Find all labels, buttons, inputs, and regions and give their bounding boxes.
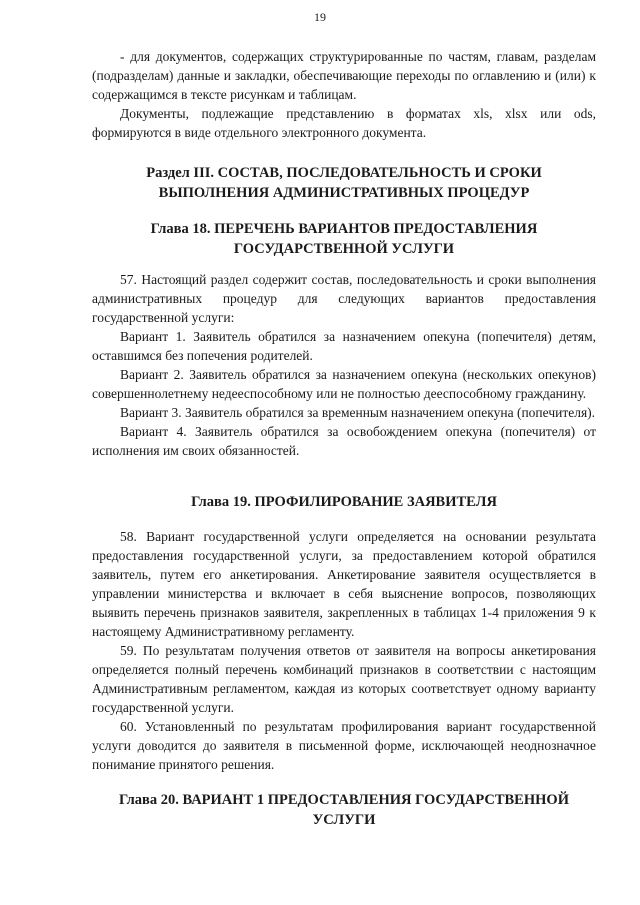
- paragraph: - для документов, содержащих структурированные по частям, главам, разделам (подразделам) данные и закладки, обеспечивающие переходы по оглавлению и (или) к содержащимся в тексте рисункам и таблицам.: [92, 49, 596, 102]
- section-3-title: Раздел III. СОСТАВ, ПОСЛЕДОВАТЕЛЬНОСТЬ И СРОКИ ВЫПОЛНЕНИЯ АДМИНИСТРАТИВНЫХ ПРОЦЕДУР: [146, 165, 542, 201]
- section-heading: [92, 163, 596, 203]
- paragraph: Вариант 4. Заявитель обратился за освобождением опекуна (попечителя) от исполнения им своих обязанностей.: [92, 424, 596, 458]
- paragraph: 60. Установленный по результатам профилирования вариант государственной услуги доводится до заявителя в письменной форме, исключающей неоднозначное понимание принятого решения.: [92, 719, 596, 772]
- chapter-18-title: Глава 18. ПЕРЕЧЕНЬ ВАРИАНТОВ ПРЕДОСТАВЛЕНИЯ ГОСУДАРСТВЕННОЙ УСЛУГИ: [150, 221, 538, 257]
- paragraph: 57. Настоящий раздел содержит состав, последовательность и сроки выполнения административных процедур для следующих вариантов предоставления государственной услуги:: [92, 272, 596, 325]
- paragraph: Документы, подлежащие представлению в форматах xls, xlsx или ods, формируются в виде отдельного электронного документа.: [92, 106, 596, 140]
- chapter-19-title: Глава 19. ПРОФИЛИРОВАНИЕ ЗАЯВИТЕЛЯ: [191, 494, 497, 510]
- paragraph: 58. Вариант государственной услуги определяется на основании результата предоставления государственной услуги, за предоставлением которой обратился заявитель, путем его анкетирования. Анкетирование заявителя осуществляется в управлении министерства и включает в себя выяснение вопросов, позволяющих выявить перечень признаков заявителя, закрепленных в таблицах 1-4 приложения 9 к настоящему Административному регламенту.: [92, 529, 596, 639]
- chapter-heading: [92, 790, 596, 830]
- intro-block: [92, 47, 596, 142]
- chapter-heading: [92, 492, 596, 512]
- chapter-20-title: Глава 20. ВАРИАНТ 1 ПРЕДОСТАВЛЕНИЯ ГОСУДАРСТВЕННОЙ УСЛУГИ: [119, 792, 569, 828]
- paragraph: Вариант 3. Заявитель обратился за временным назначением опекуна (попечителя).: [120, 405, 596, 420]
- chapter-heading: [92, 219, 596, 259]
- paragraph: 59. По результатам получения ответов от заявителя на вопросы анкетирования определяется полный перечень комбинаций признаков в соответствии с настоящим Административным регламентом, каждая из которых соответствует одному варианту государственной услуги.: [92, 643, 596, 715]
- paragraph: Вариант 2. Заявитель обратился за назначением опекуна (нескольких опекунов) совершеннолетнему недееспособному или не полностью дееспособному гражданину.: [92, 367, 596, 401]
- chapter-19-body: [92, 527, 596, 774]
- page-number: 19: [314, 10, 326, 24]
- chapter-18-body: [92, 270, 596, 460]
- paragraph: Вариант 1. Заявитель обратился за назначением опекуна (попечителя) детям, оставшимся без попечения родителей.: [92, 329, 596, 363]
